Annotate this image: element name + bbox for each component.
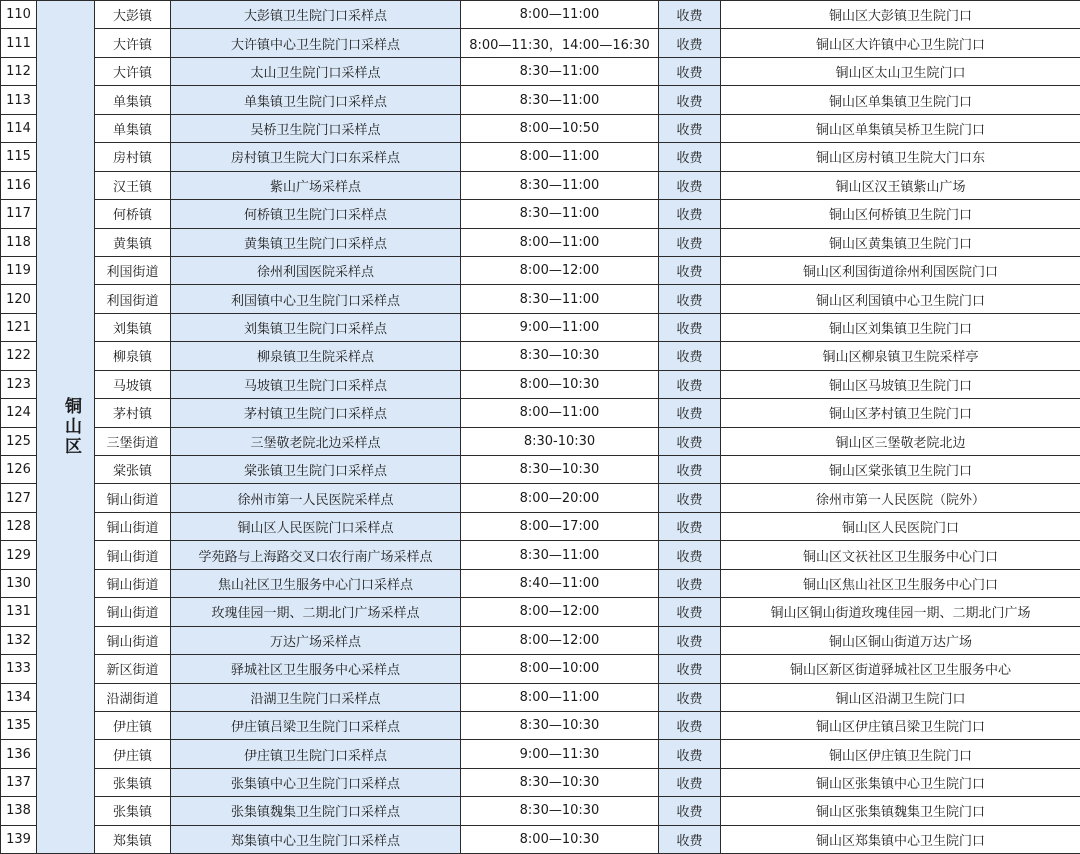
address-cell: 铜山区伊庄镇卫生院门口 [721, 740, 1080, 768]
town-cell: 单集镇 [95, 86, 171, 114]
service-hours-cell: 8:30—10:30 [461, 797, 659, 825]
table-row [1, 768, 1080, 796]
service-hours-cell: 8:00—20:00 [461, 484, 659, 512]
fee-cell: 收费 [659, 256, 721, 284]
fee-cell: 收费 [659, 825, 721, 853]
site-name-cell: 张集镇魏集卫生院门口采样点 [171, 797, 461, 825]
town-cell: 铜山街道 [95, 541, 171, 569]
table-row [1, 200, 1080, 228]
site-name-cell: 伊庄镇吕梁卫生院门口采样点 [171, 711, 461, 739]
fee-cell: 收费 [659, 484, 721, 512]
address-cell: 铜山区利国镇中心卫生院门口 [721, 285, 1080, 313]
service-hours-cell: 8:00—10:30 [461, 825, 659, 853]
row-number-cell: 138 [1, 797, 37, 825]
service-hours-cell: 8:00—10:30 [461, 370, 659, 398]
row-number-cell: 118 [1, 228, 37, 256]
site-name-cell: 郑集镇中心卫生院门口采样点 [171, 825, 461, 853]
address-cell: 铜山区人民医院门口 [721, 512, 1080, 540]
table-row [1, 797, 1080, 825]
fee-cell: 收费 [659, 598, 721, 626]
service-hours-cell: 8:30—10:30 [461, 711, 659, 739]
table-row [1, 228, 1080, 256]
town-cell: 房村镇 [95, 143, 171, 171]
address-cell: 铜山区铜山街道玫瑰佳园一期、二期北门广场 [721, 598, 1080, 626]
town-cell: 铜山街道 [95, 484, 171, 512]
town-cell: 张集镇 [95, 797, 171, 825]
address-cell: 铜山区伊庄镇吕梁卫生院门口 [721, 711, 1080, 739]
address-cell: 铜山区太山卫生院门口 [721, 57, 1080, 85]
town-cell: 利国街道 [95, 285, 171, 313]
address-cell: 铜山区焦山社区卫生服务中心门口 [721, 569, 1080, 597]
site-name-cell: 玫瑰佳园一期、二期北门广场采样点 [171, 598, 461, 626]
address-cell: 铜山区利国街道徐州利国医院门口 [721, 256, 1080, 284]
town-cell: 铜山街道 [95, 598, 171, 626]
service-hours-cell: 8:00—11:00 [461, 683, 659, 711]
service-hours-cell: 8:00—10:50 [461, 114, 659, 142]
table-row [1, 342, 1080, 370]
table-row [1, 57, 1080, 85]
row-number-cell: 132 [1, 626, 37, 654]
service-hours-cell: 8:00—11:00 [461, 143, 659, 171]
table-row [1, 484, 1080, 512]
site-name-cell: 利国镇中心卫生院门口采样点 [171, 285, 461, 313]
site-name-cell: 焦山社区卫生服务中心门口采样点 [171, 569, 461, 597]
town-cell: 单集镇 [95, 114, 171, 142]
row-number-cell: 125 [1, 427, 37, 455]
town-cell: 柳泉镇 [95, 342, 171, 370]
service-hours-cell: 8:30—10:30 [461, 456, 659, 484]
service-hours-cell: 9:00—11:00 [461, 313, 659, 341]
table-row [1, 655, 1080, 683]
service-hours-cell: 8:30-10:30 [461, 427, 659, 455]
table-row [1, 86, 1080, 114]
service-hours-cell: 8:00—17:00 [461, 512, 659, 540]
table-row [1, 171, 1080, 199]
row-number-cell: 119 [1, 256, 37, 284]
row-number-cell: 114 [1, 114, 37, 142]
service-hours-cell: 8:00—11:00 [461, 399, 659, 427]
site-name-cell: 徐州市第一人民医院采样点 [171, 484, 461, 512]
site-name-cell: 张集镇中心卫生院门口采样点 [171, 768, 461, 796]
address-cell: 铜山区茅村镇卫生院门口 [721, 399, 1080, 427]
site-name-cell: 柳泉镇卫生院采样点 [171, 342, 461, 370]
table-row [1, 370, 1080, 398]
service-hours-cell: 8:30—11:00 [461, 86, 659, 114]
address-cell: 铜山区汉王镇紫山广场 [721, 171, 1080, 199]
site-name-cell: 大许镇中心卫生院门口采样点 [171, 29, 461, 57]
service-hours-cell: 8:00—11:00 [461, 228, 659, 256]
table-row [1, 285, 1080, 313]
table-row [1, 740, 1080, 768]
table-row [1, 399, 1080, 427]
row-number-cell: 133 [1, 655, 37, 683]
row-number-cell: 120 [1, 285, 37, 313]
service-hours-cell: 8:30—11:00 [461, 285, 659, 313]
site-name-cell: 吴桥卫生院门口采样点 [171, 114, 461, 142]
service-hours-cell: 8:30—11:00 [461, 541, 659, 569]
town-cell: 棠张镇 [95, 456, 171, 484]
table-body [1, 1, 1080, 854]
address-cell: 铜山区黄集镇卫生院门口 [721, 228, 1080, 256]
table-row [1, 825, 1080, 853]
address-cell: 铜山区单集镇吴桥卫生院门口 [721, 114, 1080, 142]
row-number-cell: 128 [1, 512, 37, 540]
site-name-cell: 刘集镇卫生院门口采样点 [171, 313, 461, 341]
service-hours-cell: 8:30—10:30 [461, 342, 659, 370]
table-row [1, 569, 1080, 597]
table-row [1, 114, 1080, 142]
site-name-cell: 学苑路与上海路交叉口农行南广场采样点 [171, 541, 461, 569]
fee-cell: 收费 [659, 399, 721, 427]
fee-cell: 收费 [659, 114, 721, 142]
fee-cell: 收费 [659, 655, 721, 683]
address-cell: 铜山区沿湖卫生院门口 [721, 683, 1080, 711]
fee-cell: 收费 [659, 569, 721, 597]
site-name-cell: 单集镇卫生院门口采样点 [171, 86, 461, 114]
address-cell: 铜山区大彭镇卫生院门口 [721, 1, 1080, 29]
site-name-cell: 房村镇卫生院大门口东采样点 [171, 143, 461, 171]
fee-cell: 收费 [659, 228, 721, 256]
site-name-cell: 铜山区人民医院门口采样点 [171, 512, 461, 540]
table-row [1, 1, 1080, 29]
service-hours-cell: 9:00—11:30 [461, 740, 659, 768]
address-cell: 铜山区棠张镇卫生院门口 [721, 456, 1080, 484]
fee-cell: 收费 [659, 57, 721, 85]
row-number-cell: 111 [1, 29, 37, 57]
address-cell: 铜山区张集镇魏集卫生院门口 [721, 797, 1080, 825]
row-number-cell: 130 [1, 569, 37, 597]
fee-cell: 收费 [659, 427, 721, 455]
row-number-cell: 115 [1, 143, 37, 171]
fee-cell: 收费 [659, 683, 721, 711]
address-cell: 徐州市第一人民医院（院外） [721, 484, 1080, 512]
address-cell: 铜山区铜山街道万达广场 [721, 626, 1080, 654]
address-cell: 铜山区单集镇卫生院门口 [721, 86, 1080, 114]
site-name-cell: 何桥镇卫生院门口采样点 [171, 200, 461, 228]
town-cell: 马坡镇 [95, 370, 171, 398]
row-number-cell: 112 [1, 57, 37, 85]
row-number-cell: 136 [1, 740, 37, 768]
town-cell: 汉王镇 [95, 171, 171, 199]
service-hours-cell: 8:30—11:00 [461, 57, 659, 85]
row-number-cell: 134 [1, 683, 37, 711]
town-cell: 利国街道 [95, 256, 171, 284]
fee-cell: 收费 [659, 200, 721, 228]
address-cell: 铜山区张集镇中心卫生院门口 [721, 768, 1080, 796]
address-cell: 铜山区马坡镇卫生院门口 [721, 370, 1080, 398]
service-hours-cell: 8:00—12:00 [461, 256, 659, 284]
town-cell: 沿湖街道 [95, 683, 171, 711]
town-cell: 黄集镇 [95, 228, 171, 256]
site-name-cell: 徐州利国医院采样点 [171, 256, 461, 284]
fee-cell: 收费 [659, 797, 721, 825]
row-number-cell: 139 [1, 825, 37, 853]
site-name-cell: 马坡镇卫生院门口采样点 [171, 370, 461, 398]
table-row [1, 683, 1080, 711]
row-number-cell: 135 [1, 711, 37, 739]
town-cell: 伊庄镇 [95, 711, 171, 739]
site-name-cell: 茅村镇卫生院门口采样点 [171, 399, 461, 427]
town-cell: 铜山街道 [95, 569, 171, 597]
address-cell: 铜山区郑集镇中心卫生院门口 [721, 825, 1080, 853]
service-hours-cell: 8:30—10:30 [461, 768, 659, 796]
row-number-cell: 110 [1, 1, 37, 29]
address-cell: 铜山区柳泉镇卫生院采样亭 [721, 342, 1080, 370]
row-number-cell: 131 [1, 598, 37, 626]
site-name-cell: 三堡敬老院北边采样点 [171, 427, 461, 455]
address-cell: 铜山区文祆社区卫生服务中心门口 [721, 541, 1080, 569]
town-cell: 大许镇 [95, 57, 171, 85]
table-row [1, 711, 1080, 739]
fee-cell: 收费 [659, 342, 721, 370]
fee-cell: 收费 [659, 626, 721, 654]
service-hours-cell: 8:30—11:00 [461, 200, 659, 228]
town-cell: 新区街道 [95, 655, 171, 683]
table-row [1, 427, 1080, 455]
site-name-cell: 太山卫生院门口采样点 [171, 57, 461, 85]
fee-cell: 收费 [659, 143, 721, 171]
row-number-cell: 117 [1, 200, 37, 228]
row-number-cell: 113 [1, 86, 37, 114]
site-name-cell: 沿湖卫生院门口采样点 [171, 683, 461, 711]
fee-cell: 收费 [659, 512, 721, 540]
table-row [1, 256, 1080, 284]
table-row [1, 456, 1080, 484]
district-cell: 铜山区 [37, 1, 95, 854]
table-row [1, 313, 1080, 341]
service-hours-cell: 8:40—11:00 [461, 569, 659, 597]
site-name-cell: 紫山广场采样点 [171, 171, 461, 199]
service-hours-cell: 8:00—10:00 [461, 655, 659, 683]
site-name-cell: 大彭镇卫生院门口采样点 [171, 1, 461, 29]
address-cell: 铜山区刘集镇卫生院门口 [721, 313, 1080, 341]
row-number-cell: 127 [1, 484, 37, 512]
address-cell: 铜山区新区街道驿城社区卫生服务中心 [721, 655, 1080, 683]
table-row [1, 626, 1080, 654]
table-row [1, 143, 1080, 171]
row-number-cell: 116 [1, 171, 37, 199]
row-number-cell: 137 [1, 768, 37, 796]
fee-cell: 收费 [659, 285, 721, 313]
town-cell: 郑集镇 [95, 825, 171, 853]
fee-cell: 收费 [659, 456, 721, 484]
service-hours-cell: 8:00—11:00 [461, 1, 659, 29]
row-number-cell: 121 [1, 313, 37, 341]
fee-cell: 收费 [659, 171, 721, 199]
fee-cell: 收费 [659, 711, 721, 739]
address-cell: 铜山区何桥镇卫生院门口 [721, 200, 1080, 228]
table-row [1, 512, 1080, 540]
table-row [1, 541, 1080, 569]
fee-cell: 收费 [659, 29, 721, 57]
site-name-cell: 驿城社区卫生服务中心采样点 [171, 655, 461, 683]
service-hours-cell: 8:30—11:00 [461, 171, 659, 199]
town-cell: 茅村镇 [95, 399, 171, 427]
town-cell: 刘集镇 [95, 313, 171, 341]
site-name-cell: 棠张镇卫生院门口采样点 [171, 456, 461, 484]
table-row [1, 29, 1080, 57]
service-hours-cell: 8:00—11:30，14:00—16:30 [461, 29, 659, 57]
service-hours-cell: 8:00—12:00 [461, 598, 659, 626]
address-cell: 铜山区三堡敬老院北边 [721, 427, 1080, 455]
town-cell: 铜山街道 [95, 512, 171, 540]
row-number-cell: 126 [1, 456, 37, 484]
address-cell: 铜山区房村镇卫生院大门口东 [721, 143, 1080, 171]
town-cell: 铜山街道 [95, 626, 171, 654]
row-number-cell: 122 [1, 342, 37, 370]
town-cell: 张集镇 [95, 768, 171, 796]
service-hours-cell: 8:00—12:00 [461, 626, 659, 654]
fee-cell: 收费 [659, 313, 721, 341]
fee-cell: 收费 [659, 86, 721, 114]
town-cell: 何桥镇 [95, 200, 171, 228]
table-row [1, 598, 1080, 626]
fee-cell: 收费 [659, 1, 721, 29]
fee-cell: 收费 [659, 768, 721, 796]
address-cell: 铜山区大许镇中心卫生院门口 [721, 29, 1080, 57]
town-cell: 大许镇 [95, 29, 171, 57]
fee-cell: 收费 [659, 370, 721, 398]
row-number-cell: 129 [1, 541, 37, 569]
site-name-cell: 黄集镇卫生院门口采样点 [171, 228, 461, 256]
fee-cell: 收费 [659, 541, 721, 569]
town-cell: 伊庄镇 [95, 740, 171, 768]
site-name-cell: 伊庄镇卫生院门口采样点 [171, 740, 461, 768]
row-number-cell: 124 [1, 399, 37, 427]
row-number-cell: 123 [1, 370, 37, 398]
fee-cell: 收费 [659, 740, 721, 768]
town-cell: 三堡街道 [95, 427, 171, 455]
town-cell: 大彭镇 [95, 1, 171, 29]
site-name-cell: 万达广场采样点 [171, 626, 461, 654]
